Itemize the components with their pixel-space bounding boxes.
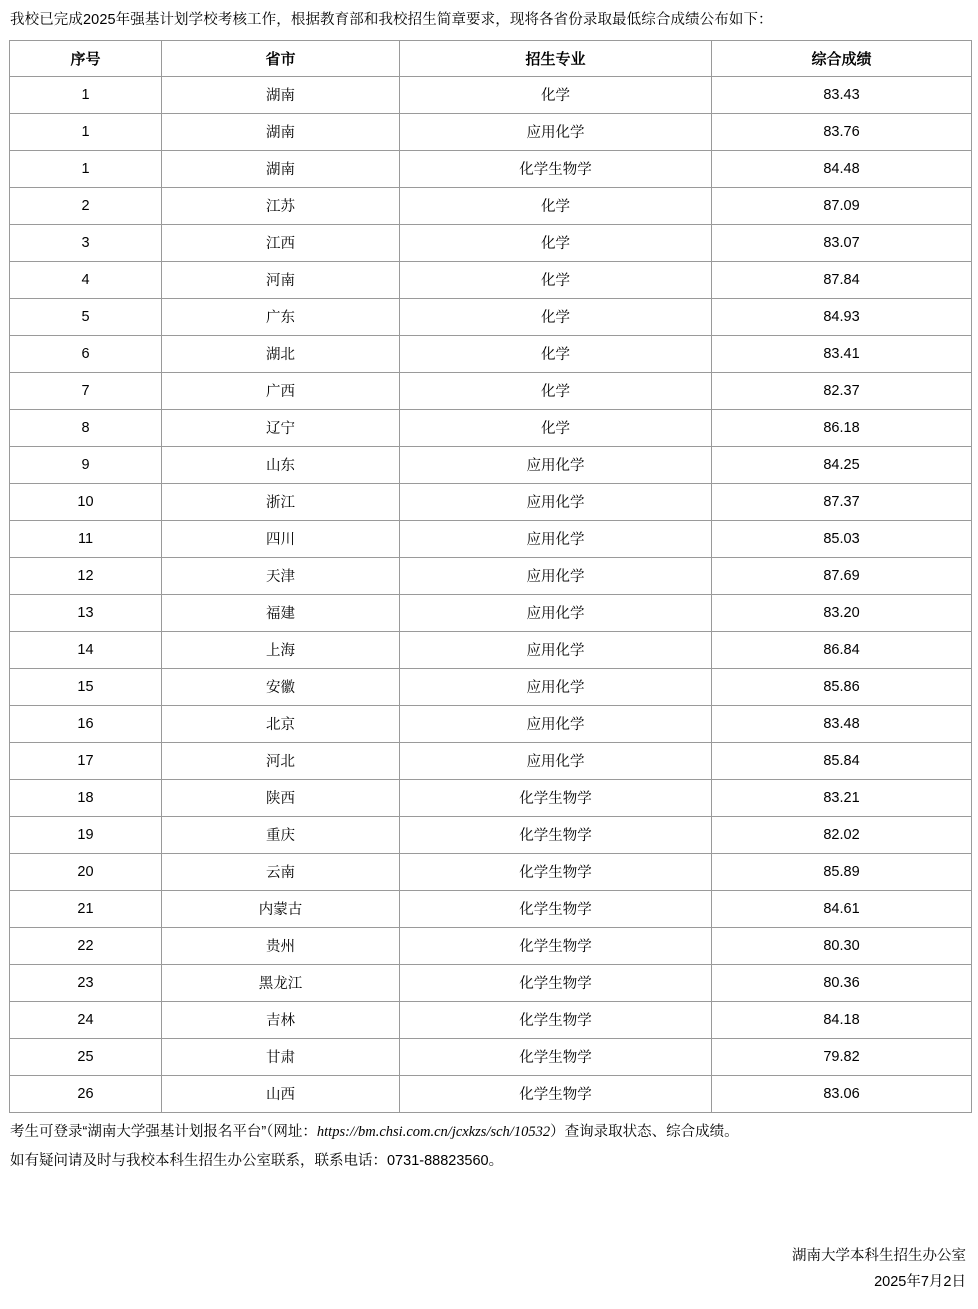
cell-index: 26 bbox=[10, 1075, 162, 1112]
cell-province: 江西 bbox=[162, 224, 400, 261]
cell-major: 应用化学 bbox=[400, 446, 712, 483]
cell-province: 贵州 bbox=[162, 927, 400, 964]
cell-major: 应用化学 bbox=[400, 742, 712, 779]
registration-platform-url[interactable]: https://bm.chsi.com.cn/jcxkzs/sch/10532 bbox=[316, 1123, 551, 1140]
admission-score-table bbox=[9, 40, 972, 1113]
cell-index: 10 bbox=[10, 483, 162, 520]
note-platform-suffix: ）查询录取状态、综合成绩。 bbox=[550, 1123, 739, 1140]
note-platform-prefix: 考生可登录“湖南大学强基计划报名平台”（网址： bbox=[10, 1123, 317, 1140]
cell-index: 18 bbox=[10, 779, 162, 816]
table-row bbox=[10, 890, 972, 927]
cell-province: 湖北 bbox=[162, 335, 400, 372]
signature-office: 湖南大学本科生招生办公室 bbox=[792, 1248, 966, 1265]
cell-province: 广东 bbox=[162, 298, 400, 335]
cell-province: 湖南 bbox=[162, 113, 400, 150]
cell-major: 应用化学 bbox=[400, 705, 712, 742]
intro-paragraph: 我校已完成2025年强基计划学校考核工作，根据教育部和我校招生简章要求，现将各省份录取最低综合成绩公布如下： bbox=[10, 12, 773, 28]
table-row bbox=[10, 446, 972, 483]
cell-major: 应用化学 bbox=[400, 113, 712, 150]
signature-block bbox=[792, 1244, 966, 1295]
cell-major: 化学生物学 bbox=[400, 853, 712, 890]
cell-major: 化学 bbox=[400, 224, 712, 261]
cell-province: 陕西 bbox=[162, 779, 400, 816]
cell-province: 四川 bbox=[162, 520, 400, 557]
table-body bbox=[10, 76, 972, 1112]
cell-score: 87.84 bbox=[712, 261, 972, 298]
column-header-province: 省市 bbox=[162, 40, 400, 76]
cell-index: 14 bbox=[10, 631, 162, 668]
cell-score: 85.84 bbox=[712, 742, 972, 779]
cell-index: 8 bbox=[10, 409, 162, 446]
cell-major: 化学生物学 bbox=[400, 779, 712, 816]
table-row bbox=[10, 483, 972, 520]
cell-score: 83.43 bbox=[712, 76, 972, 113]
table-row bbox=[10, 187, 972, 224]
column-header-score: 综合成绩 bbox=[712, 40, 972, 76]
cell-index: 2 bbox=[10, 187, 162, 224]
cell-score: 79.82 bbox=[712, 1038, 972, 1075]
table-row bbox=[10, 964, 972, 1001]
cell-index: 25 bbox=[10, 1038, 162, 1075]
cell-major: 应用化学 bbox=[400, 483, 712, 520]
cell-score: 82.02 bbox=[712, 816, 972, 853]
cell-index: 7 bbox=[10, 372, 162, 409]
cell-index: 1 bbox=[10, 76, 162, 113]
table-row bbox=[10, 76, 972, 113]
table-header-row bbox=[10, 40, 972, 76]
cell-index: 17 bbox=[10, 742, 162, 779]
cell-major: 化学生物学 bbox=[400, 1001, 712, 1038]
table-row bbox=[10, 261, 972, 298]
cell-major: 化学 bbox=[400, 187, 712, 224]
cell-major: 化学生物学 bbox=[400, 1075, 712, 1112]
cell-score: 82.37 bbox=[712, 372, 972, 409]
column-header-major: 招生专业 bbox=[400, 40, 712, 76]
cell-index: 13 bbox=[10, 594, 162, 631]
cell-index: 20 bbox=[10, 853, 162, 890]
table-row bbox=[10, 779, 972, 816]
table-row bbox=[10, 1038, 972, 1075]
cell-index: 24 bbox=[10, 1001, 162, 1038]
cell-index: 4 bbox=[10, 261, 162, 298]
cell-score: 87.37 bbox=[712, 483, 972, 520]
note-platform bbox=[10, 1121, 968, 1144]
table-row bbox=[10, 1001, 972, 1038]
cell-index: 9 bbox=[10, 446, 162, 483]
signature-date: 2025年7月2日 bbox=[874, 1273, 966, 1290]
notes-section bbox=[10, 1121, 968, 1174]
cell-score: 87.09 bbox=[712, 187, 972, 224]
cell-major: 化学 bbox=[400, 372, 712, 409]
cell-index: 1 bbox=[10, 113, 162, 150]
cell-index: 15 bbox=[10, 668, 162, 705]
cell-major: 化学生物学 bbox=[400, 150, 712, 187]
cell-province: 甘肃 bbox=[162, 1038, 400, 1075]
cell-score: 83.76 bbox=[712, 113, 972, 150]
cell-major: 应用化学 bbox=[400, 594, 712, 631]
table-row bbox=[10, 409, 972, 446]
cell-score: 84.48 bbox=[712, 150, 972, 187]
cell-score: 86.84 bbox=[712, 631, 972, 668]
table-row bbox=[10, 224, 972, 261]
cell-major: 化学生物学 bbox=[400, 816, 712, 853]
cell-major: 化学 bbox=[400, 298, 712, 335]
cell-score: 86.18 bbox=[712, 409, 972, 446]
cell-major: 化学生物学 bbox=[400, 964, 712, 1001]
table-row bbox=[10, 113, 972, 150]
cell-score: 83.20 bbox=[712, 594, 972, 631]
table-row bbox=[10, 631, 972, 668]
cell-major: 化学 bbox=[400, 335, 712, 372]
cell-score: 85.86 bbox=[712, 668, 972, 705]
cell-province: 河北 bbox=[162, 742, 400, 779]
table-row bbox=[10, 557, 972, 594]
cell-score: 83.06 bbox=[712, 1075, 972, 1112]
table-row bbox=[10, 520, 972, 557]
cell-score: 83.21 bbox=[712, 779, 972, 816]
note-contact: 如有疑问请及时与我校本科生招生办公室联系，联系电话：0731-88823560。 bbox=[10, 1153, 504, 1170]
cell-index: 11 bbox=[10, 520, 162, 557]
cell-major: 应用化学 bbox=[400, 668, 712, 705]
table-row bbox=[10, 1075, 972, 1112]
cell-major: 化学生物学 bbox=[400, 1038, 712, 1075]
table-row bbox=[10, 594, 972, 631]
cell-major: 化学 bbox=[400, 261, 712, 298]
cell-index: 1 bbox=[10, 150, 162, 187]
cell-score: 84.61 bbox=[712, 890, 972, 927]
cell-province: 重庆 bbox=[162, 816, 400, 853]
cell-province: 浙江 bbox=[162, 483, 400, 520]
cell-province: 河南 bbox=[162, 261, 400, 298]
cell-score: 84.93 bbox=[712, 298, 972, 335]
cell-index: 19 bbox=[10, 816, 162, 853]
cell-major: 化学生物学 bbox=[400, 927, 712, 964]
cell-province: 山西 bbox=[162, 1075, 400, 1112]
cell-score: 83.48 bbox=[712, 705, 972, 742]
cell-province: 内蒙古 bbox=[162, 890, 400, 927]
table-row bbox=[10, 668, 972, 705]
table-row bbox=[10, 816, 972, 853]
cell-score: 80.36 bbox=[712, 964, 972, 1001]
cell-score: 84.18 bbox=[712, 1001, 972, 1038]
table-row bbox=[10, 853, 972, 890]
cell-province: 福建 bbox=[162, 594, 400, 631]
cell-index: 21 bbox=[10, 890, 162, 927]
cell-score: 85.03 bbox=[712, 520, 972, 557]
cell-province: 安徽 bbox=[162, 668, 400, 705]
cell-index: 16 bbox=[10, 705, 162, 742]
cell-index: 12 bbox=[10, 557, 162, 594]
cell-index: 23 bbox=[10, 964, 162, 1001]
cell-score: 85.89 bbox=[712, 853, 972, 890]
cell-province: 湖南 bbox=[162, 150, 400, 187]
cell-score: 83.07 bbox=[712, 224, 972, 261]
cell-score: 80.30 bbox=[712, 927, 972, 964]
cell-index: 3 bbox=[10, 224, 162, 261]
table-row bbox=[10, 298, 972, 335]
cell-province: 天津 bbox=[162, 557, 400, 594]
cell-province: 湖南 bbox=[162, 76, 400, 113]
cell-score: 87.69 bbox=[712, 557, 972, 594]
cell-index: 5 bbox=[10, 298, 162, 335]
cell-province: 山东 bbox=[162, 446, 400, 483]
cell-index: 22 bbox=[10, 927, 162, 964]
cell-province: 辽宁 bbox=[162, 409, 400, 446]
cell-province: 上海 bbox=[162, 631, 400, 668]
cell-major: 应用化学 bbox=[400, 520, 712, 557]
cell-province: 广西 bbox=[162, 372, 400, 409]
table-row bbox=[10, 927, 972, 964]
table-row bbox=[10, 742, 972, 779]
table-row bbox=[10, 372, 972, 409]
table-row bbox=[10, 705, 972, 742]
cell-major: 化学生物学 bbox=[400, 890, 712, 927]
cell-province: 云南 bbox=[162, 853, 400, 890]
cell-province: 北京 bbox=[162, 705, 400, 742]
column-header-index: 序号 bbox=[10, 40, 162, 76]
cell-major: 化学 bbox=[400, 76, 712, 113]
cell-score: 84.25 bbox=[712, 446, 972, 483]
cell-province: 江苏 bbox=[162, 187, 400, 224]
cell-province: 吉林 bbox=[162, 1001, 400, 1038]
cell-score: 83.41 bbox=[712, 335, 972, 372]
table-row bbox=[10, 150, 972, 187]
cell-province: 黑龙江 bbox=[162, 964, 400, 1001]
cell-major: 化学 bbox=[400, 409, 712, 446]
cell-index: 6 bbox=[10, 335, 162, 372]
table-row bbox=[10, 335, 972, 372]
cell-major: 应用化学 bbox=[400, 557, 712, 594]
cell-major: 应用化学 bbox=[400, 631, 712, 668]
